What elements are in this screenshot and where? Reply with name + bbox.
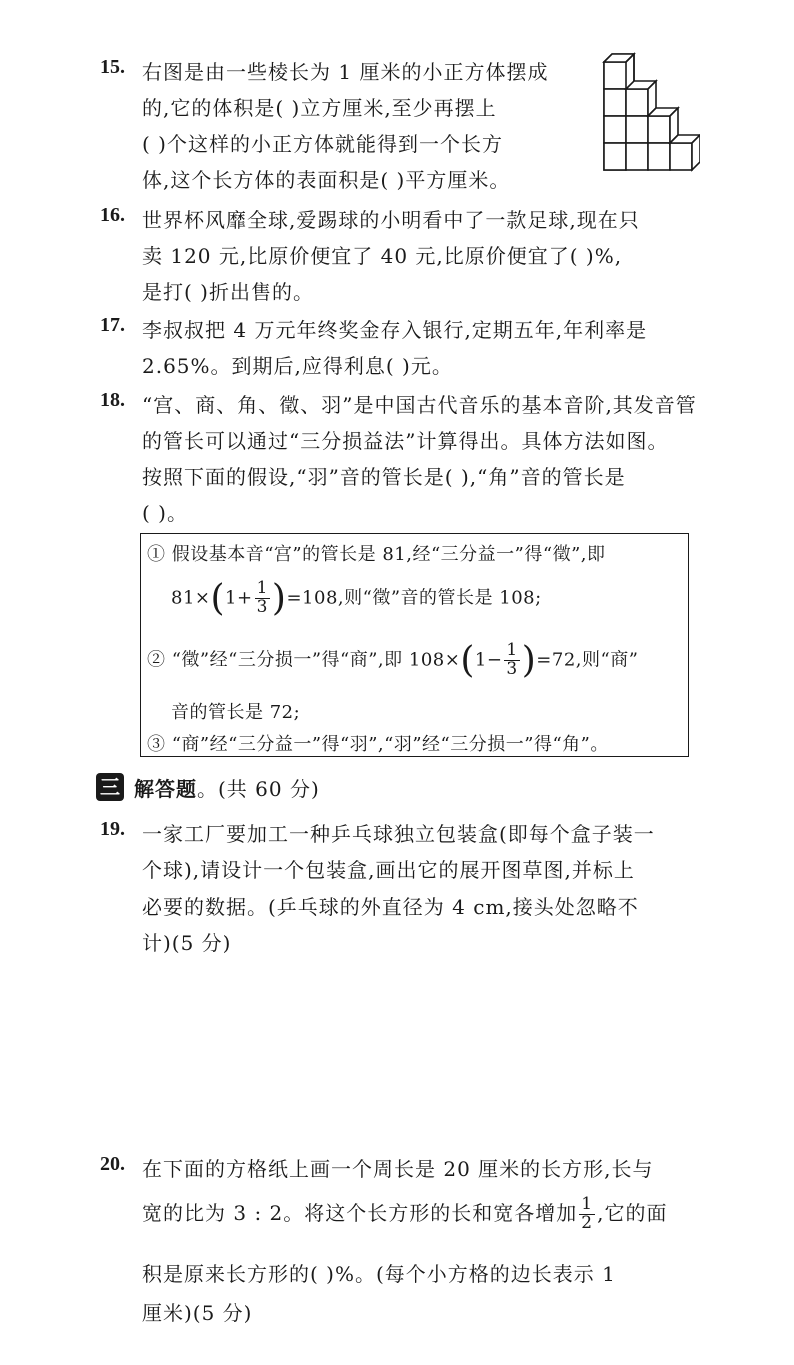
q17-line2: 2.65%。到期后,应得利息( )元。: [142, 354, 453, 378]
frac1-denominator: 3: [256, 597, 268, 617]
cube-stack-figure: [600, 50, 700, 180]
section-title: [134, 773, 320, 802]
q20-line3: 积是原来长方形的( )%。(每个小方格的边长表示 1: [142, 1262, 616, 1286]
q20-number: 20.: [100, 1153, 125, 1175]
fraction-one-third-a: [255, 580, 270, 617]
box-line3-post: =72,则“商”: [536, 649, 639, 671]
q19-number: 19.: [100, 818, 125, 840]
box-line2-inner: 1+: [225, 587, 253, 609]
box-line2-post: =108,则“徵”音的管长是 108;: [286, 587, 542, 609]
box-line2-pre: 81×: [171, 587, 211, 609]
box-line5: ③ “商”经“三分益一”得“羽”,“羽”经“三分损一”得“角”。: [147, 734, 609, 755]
q18-line3: 按照下面的假设,“羽”音的管长是( ),“角”音的管长是: [142, 465, 626, 489]
box-line3-inner: 1−: [474, 649, 503, 671]
section-badge: 三: [96, 773, 124, 801]
q17-line1: 李叔叔把 4 万元年终奖金存入银行,定期五年,年利率是: [142, 318, 648, 342]
q18-line2: 的管长可以通过“三分损益法”计算得出。具体方法如图。: [142, 429, 669, 453]
box-line4: 音的管长是 72;: [171, 702, 301, 723]
half-denominator: 2: [581, 1212, 594, 1233]
half-numerator: 1: [581, 1194, 594, 1214]
frac2-numerator: 1: [506, 640, 518, 661]
q19-line2: 个球),请设计一个包装盒,画出它的展开图草图,并标上: [142, 858, 635, 882]
q15-line3: ( )个这样的小正方体就能得到一个长方: [142, 132, 503, 156]
right-paren: ): [521, 640, 537, 681]
box-line3-pre: ② “徵”经“三分损一”得“商”,即 108×: [147, 649, 461, 671]
left-paren: (: [210, 578, 226, 619]
q15-line1: 右图是由一些棱长为 1 厘米的小正方体摆成: [142, 60, 549, 84]
fraction-one-third-b: [504, 642, 519, 679]
q20-line1: 在下面的方格纸上画一个周长是 20 厘米的长方形,长与: [142, 1157, 654, 1181]
right-paren: ): [271, 578, 287, 619]
q18-number: 18.: [100, 389, 125, 411]
section-title-bold: 解答题: [134, 777, 197, 801]
q19-line1: 一家工厂要加工一种乒乓球独立包装盒(即每个盒子装一: [142, 822, 655, 846]
q15-line2: 的,它的体积是( )立方厘米,至少再摆上: [142, 96, 497, 120]
q20-line2-post: ,它的面: [597, 1200, 668, 1225]
box-line2: [171, 578, 542, 619]
q18-line1: “宫、商、角、徵、羽”是中国古代音乐的基本音阶,其发音管: [142, 393, 697, 417]
q15-number: 15.: [100, 56, 125, 78]
q18-line4: ( )。: [142, 501, 188, 525]
q20-line2-pre: 宽的比为 3 : 2。将这个长方形的长和宽各增加: [142, 1200, 578, 1225]
q16-line1: 世界杯风靡全球,爱踢球的小明看中了一款足球,现在只: [142, 208, 640, 232]
q16-number: 16.: [100, 204, 125, 226]
frac1-numerator: 1: [256, 578, 268, 599]
q20-line4: 厘米)(5 分): [142, 1301, 253, 1325]
sanfen-method-box: [140, 533, 689, 757]
q16-line2: 卖 120 元,比原价便宜了 40 元,比原价便宜了( )%,: [142, 244, 623, 268]
frac2-denominator: 3: [506, 659, 518, 679]
q16-line3: 是打( )折出售的。: [142, 280, 314, 304]
q19-line4: 计)(5 分): [142, 931, 232, 955]
q17-number: 17.: [100, 314, 125, 336]
box-line3: [147, 640, 638, 681]
left-paren: (: [460, 640, 475, 681]
q19-line3: 必要的数据。(乒乓球的外直径为 4 cm,接头处忽略不: [142, 895, 639, 919]
q20-line2: [142, 1196, 667, 1233]
fraction-one-half: [579, 1196, 595, 1233]
box-line1: ① 假设基本音“宫”的管长是 81,经“三分益一”得“徵”,即: [147, 544, 606, 565]
section-title-suffix: 。(共 60 分): [197, 777, 320, 801]
q15-line4: 体,这个长方体的表面积是( )平方厘米。: [142, 168, 511, 192]
